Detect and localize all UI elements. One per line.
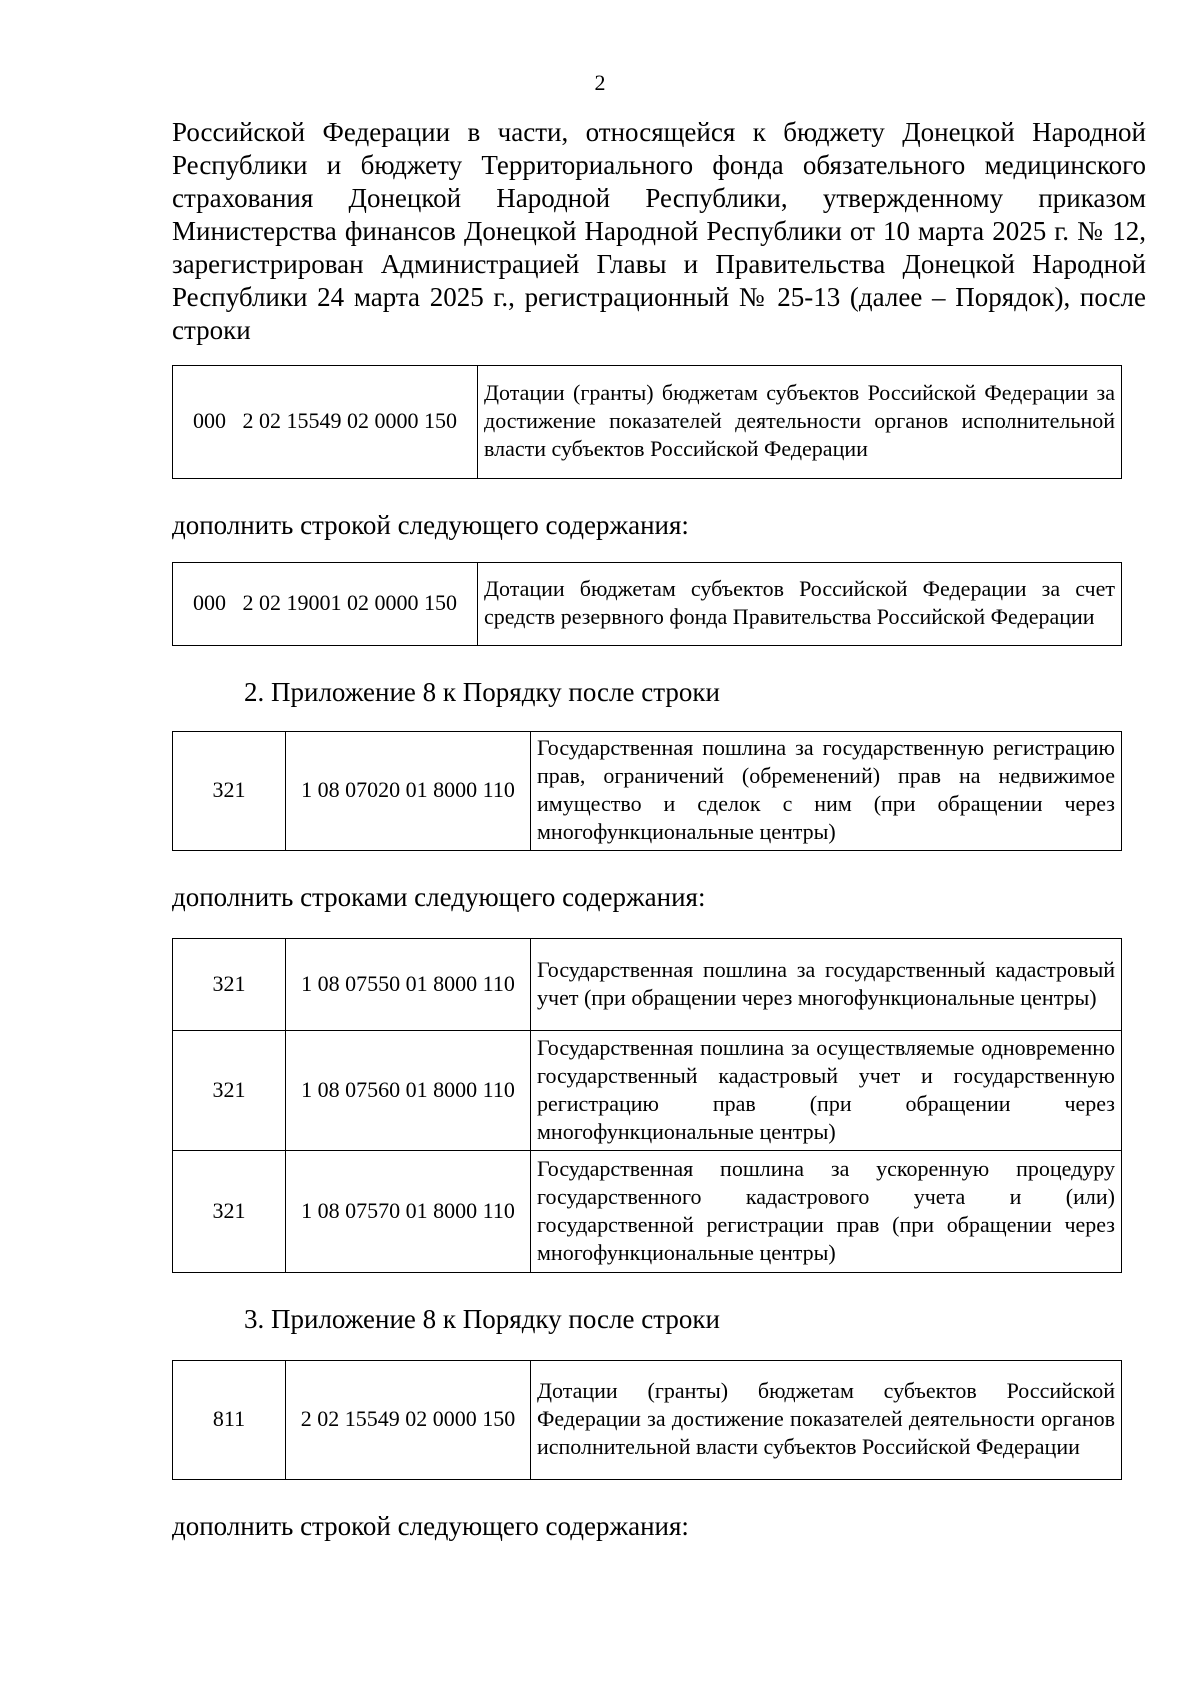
budget-code-cell: 000 2 02 19001 02 0000 150 (173, 563, 478, 646)
document-body (172, 116, 1146, 1543)
table-appendix-8-a (172, 731, 1122, 851)
budget-code-cell: 1 08 07550 01 8000 110 (286, 939, 531, 1031)
section-2-heading: 2. Приложение 8 к Порядку после строки (244, 677, 720, 707)
table-budget-code-1 (172, 365, 1122, 479)
description-cell: Дотации (гранты) бюджетам субъектов Российской Федерации за достижение показателей деятельности органов исполнительной власти субъектов Российской Федерации (531, 1361, 1122, 1480)
budget-code-cell: 1 08 07020 01 8000 110 (286, 732, 531, 851)
admin-code-cell: 811 (173, 1361, 286, 1480)
budget-code-cell: 1 08 07560 01 8000 110 (286, 1031, 531, 1151)
budget-code-cell: 1 08 07570 01 8000 110 (286, 1151, 531, 1273)
table-row (173, 1361, 1122, 1480)
budget-code-cell: 000 2 02 15549 02 0000 150 (173, 366, 478, 479)
page-number: 2 (594, 70, 606, 95)
text-add-row-2: дополнить строкой следующего содержания: (172, 1511, 689, 1541)
table-row (173, 939, 1122, 1031)
table-row (173, 366, 1122, 479)
description-cell: Государственная пошлина за государственную регистрацию прав, ограничений (обременений) прав на недвижимое имущество и сделок с ним (при обращении через многофункциональные центры) (531, 732, 1122, 851)
description-cell: Государственная пошлина за осуществляемые одновременно государственный кадастровый учет и государственную регистрацию прав (при обращении через многофункциональные центры) (531, 1031, 1122, 1151)
intro-paragraph: Российской Федерации в части, относящейся к бюджету Донецкой Народной Республики и бюджету Территориального фонда обязательного медицинского страхования Донецкой Народной Республики, утвержденному приказом Министерства финансов Донецкой Народной Республики от 10 марта 2025 г. № 12, зарегистрирован Администрацией Главы и Правительства Донецкой Народной Республики 24 марта 2025 г., регистрационный № 25-13 (далее – Порядок), после строки (172, 117, 1146, 345)
admin-code-cell: 321 (173, 939, 286, 1031)
budget-code-cell: 2 02 15549 02 0000 150 (286, 1361, 531, 1480)
description-cell: Дотации (гранты) бюджетам субъектов Российской Федерации за достижение показателей деятельности органов исполнительной власти субъектов Российской Федерации (478, 366, 1122, 479)
text-add-row-1: дополнить строкой следующего содержания: (172, 510, 689, 540)
table-appendix-8-c (172, 1360, 1122, 1480)
table-row (173, 1151, 1122, 1273)
text-add-rows: дополнить строками следующего содержания: (172, 882, 706, 912)
description-cell: Государственная пошлина за ускоренную процедуру государственного кадастрового учета и (или) государственной регистрации прав (при обращении через многофункциональные центры) (531, 1151, 1122, 1273)
table-row (173, 732, 1122, 851)
admin-code-cell: 321 (173, 1151, 286, 1273)
table-row (173, 1031, 1122, 1151)
description-cell: Государственная пошлина за государственный кадастровый учет (при обращении через многофункциональные центры) (531, 939, 1122, 1031)
table-row (173, 563, 1122, 646)
admin-code-cell: 321 (173, 732, 286, 851)
section-3-heading: 3. Приложение 8 к Порядку после строки (244, 1304, 720, 1334)
table-appendix-8-b (172, 938, 1122, 1273)
table-budget-code-2 (172, 562, 1122, 646)
description-cell: Дотации бюджетам субъектов Российской Федерации за счет средств резервного фонда Правительства Российской Федерации (478, 563, 1122, 646)
admin-code-cell: 321 (173, 1031, 286, 1151)
